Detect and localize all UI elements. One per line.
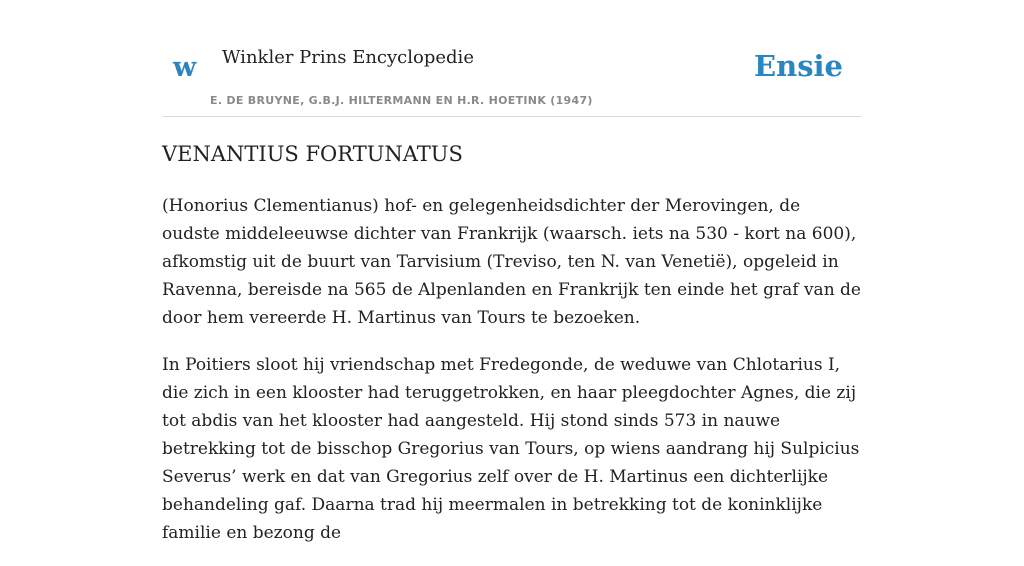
site-title[interactable]: Winkler Prins Encyclopedie <box>222 47 474 68</box>
winkler-prins-logo-icon[interactable]: w <box>173 52 197 83</box>
authors-subtitle: E. DE BRUYNE, G.B.J. HILTERMANN EN H.R. HOETINK (1947) <box>210 94 593 107</box>
site-header <box>162 40 862 117</box>
article-body <box>162 192 862 566</box>
ensie-brand-logo[interactable]: Ensie <box>754 49 843 83</box>
article-paragraph: (Honorius Clementianus) hof- en gelegenheidsdichter der Merovingen, de oudste middeleeuwse dichter van Frankrijk (waarsch. iets na 530 - kort na 600), afkomstig uit de buurt van Tarvisium (Treviso, ten N. van Venetië), opgeleid in Ravenna, bereisde na 565 de Alpenlanden en Frankrijk ten einde het graf van de door hem vereerde H. Martinus van Tours te bezoeken. <box>162 196 861 328</box>
article-paragraph: In Poitiers sloot hij vriendschap met Fredegonde, de weduwe van Chlotarius I, die zich in een klooster had teruggetrokken, en haar pleegdochter Agnes, die zij tot abdis van het klooster had aangesteld. Hij stond sinds 573 in nauwe betrekking tot de bisschop Gregorius van Tours, op wiens aandrang hij Sulpicius Severus’ werk en dat van Gregorius zelf over de H. Martinus een dichterlijke behandeling gaf. Daarna trad hij meermalen in betrekking tot de koninklijke familie en bezong de <box>162 355 860 543</box>
article-title: VENANTIUS FORTUNATUS <box>162 142 463 166</box>
